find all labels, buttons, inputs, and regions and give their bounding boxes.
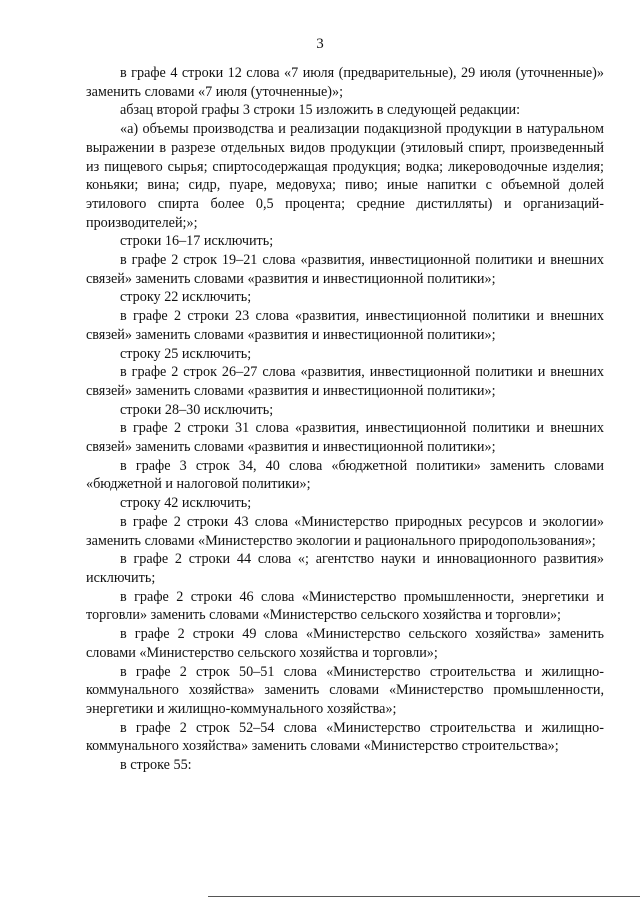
paragraph: в графе 2 строк 50–51 слова «Министерство строительства и жилищно-коммунального хозяйства» заменить словами «Министерство промышленности, энергетики и жилищно-коммунального хозяйства»; — [86, 663, 604, 717]
paragraph: в графе 2 строки 49 слова «Министерство сельского хозяйства» заменить словами «Министерство сельского хозяйства и торговли»; — [86, 626, 604, 661]
paragraph: в строке 55: — [120, 757, 192, 774]
paragraph: строки 16–17 исключить; — [120, 233, 274, 250]
paragraph: в графе 2 строк 52–54 слова «Министерство строительства и жилищно-коммунального хозяйства» заменить словами «Министерство строительства»; — [86, 719, 604, 755]
paragraph: в графе 2 строки 23 слова «развития, инвестиционной политики и внешних связей» заменить словами «развития и инвестиционной политики»; — [86, 308, 604, 343]
page-bottom-rule — [208, 896, 640, 897]
paragraph: в графе 2 строки 44 слова «; агентство науки и инновационного развития» исключить; — [86, 551, 604, 586]
paragraph: «а) объемы производства и реализации подакцизной продукции в натуральном выражении в разрезе отдельных видов продукции (этиловый спирт, произведенный из пищевого сырья; спиртосодержащая продукция; водка; ликероводочные изделия; коньяки; вина; сидр, пуаре, медовуха; пиво; иные напитки с объемной долей этилового спирта более 0,5 процента; средние дистилляты) и организаций-производителей;»; — [86, 121, 604, 231]
paragraph: в графе 2 строки 31 слова «развития, инвестиционной политики и внешних связей» заменить словами «развития и инвестиционной политики»; — [86, 420, 604, 456]
paragraph: строку 22 исключить; — [120, 289, 252, 306]
paragraph: в графе 3 строк 34, 40 слова «бюджетной политики» заменить словами «бюджетной и налоговой политики»; — [86, 457, 604, 493]
paragraph: в графе 2 строк 26–27 слова «развития, инвестиционной политики и внешних связей» заменить словами «развития и инвестиционной политики»; — [86, 364, 604, 399]
paragraph: строку 42 исключить; — [120, 495, 252, 512]
paragraph: в графе 2 строк 19–21 слова «развития, инвестиционной политики и внешних связей» заменить словами «развития и инвестиционной политики»; — [86, 252, 604, 287]
paragraph: в графе 2 строки 43 слова «Министерство природных ресурсов и экологии» заменить словами «Министерство экологии и рационального природопользования»; — [86, 513, 604, 549]
paragraph: строку 25 исключить; — [120, 345, 252, 362]
paragraph: абзац второй графы 3 строки 15 изложить в следующей редакции: — [120, 102, 521, 119]
page-number: 3 — [316, 36, 324, 52]
paragraph: в графе 4 строки 12 слова «7 июля (предварительные), 29 июля (уточненные)» заменить словами «7 июля (уточненные)»; — [86, 65, 604, 100]
paragraph: в графе 2 строки 46 слова «Министерство промышленности, энергетики и торговли» заменить словами «Министерство сельского хозяйства и торговли»; — [86, 588, 604, 624]
document-body — [86, 64, 604, 775]
paragraph: строки 28–30 исключить; — [120, 401, 274, 418]
